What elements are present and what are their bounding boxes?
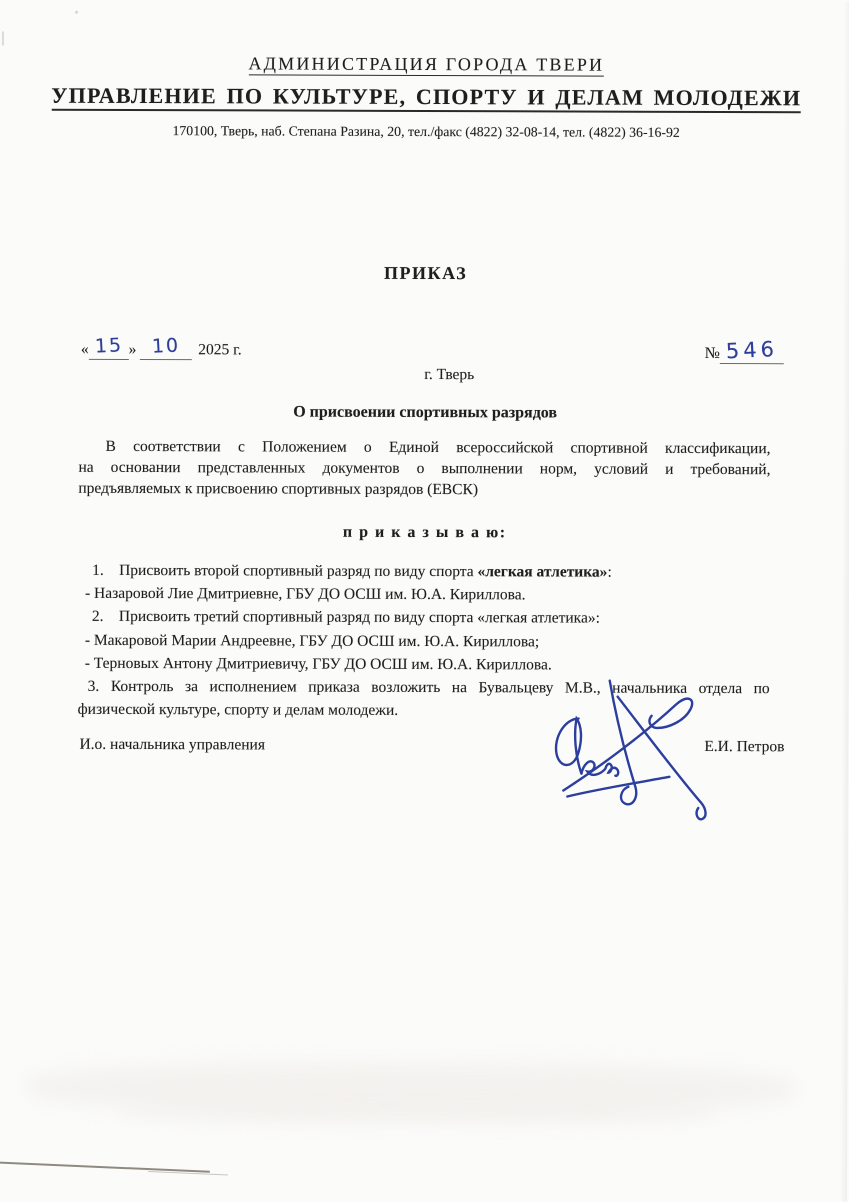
scan-artifact-diagonal-line [0,1162,210,1173]
number-blank [720,336,784,364]
signature-ink [545,674,722,827]
scan-artifact-band-2 [118,1099,718,1127]
city-line: г. Тверь [424,365,475,384]
signature-strokes [556,680,706,819]
order-item-1-person: - Назаровой Лие Дмитриевне, ГБУ ДО ОСШ им. Ю.А. Кириллова. [84,585,526,604]
order-item-1 [78,559,770,585]
preamble-line-2: на основании представленных документов о выполнении норм, условий и требований, [78,458,771,479]
date-close-quote: » [128,340,137,358]
letterhead-org-name [2,83,849,112]
preamble-paragraph [78,436,770,501]
scan-artifact-edge-tick [2,32,4,46]
date-day-handwritten: 15 [94,334,124,358]
date-year: 2025 г. [198,341,242,359]
order-item-1-number: 1. [92,561,104,579]
preamble-line-1: В соответствии с Положением о Единой всероссийской спортивной классификации, [105,437,771,458]
order-item-1-text: Присвоить второй спортивный разряд по виду спорта [119,561,478,581]
order-item-2-person-2: - Терновых Антону Дмитриевичу, ГБУ ДО ОСШ им. Ю.А. Кириллова. [84,654,552,674]
decree-word: п р и к а з ы в а ю: [342,523,507,542]
order-item-2-text: Присвоить третий спортивный разряд по виду спорта «легкая атлетика»: [118,608,600,628]
subject-line: О присвоении спортивных разрядов [293,403,558,422]
document-number [704,336,784,364]
order-item-2-number: 2. [91,608,104,626]
signoff-name: Е.И. Петров [704,737,785,756]
letterhead-address: 170100, Тверь, наб. Степана Разина, 20, тел./факс (4822) 32-08-14, тел. (4822) 36-16-92 [172,123,680,140]
order-item-3-line-1: 3. Контроль за исполнением приказа возложить на Бувальцеву М.В., начальника отдела по [87,677,770,698]
date-line [80,334,242,363]
scan-artifact-edge-shade [840,1,849,1201]
scan-artifact-diagonal-line-2 [148,1171,228,1175]
number-handwritten: 546 [725,336,779,364]
date-month-blank [140,334,192,360]
order-item-1-colon: : [607,563,612,581]
date-number-row [80,334,784,364]
preamble-line-3: предъявляемых к присвоению спортивных разрядов (ЕВСК) [78,479,479,499]
letterhead-org-name-text: УПРАВЛЕНИЕ ПО КУЛЬТУРЕ, СПОРТУ И ДЕЛАМ МОЛОДЕЖИ [51,83,801,114]
order-item-3-line-2: физической культуре, спорту и делам молодежи. [77,701,399,720]
order-item-2 [78,605,770,631]
document-title: ПРИКАЗ [384,262,468,284]
date-day-blank [89,334,129,360]
scan-artifact-speck [75,11,78,14]
letterhead-org-parent [2,53,849,77]
signoff-position: И.о. начальника управления [79,735,266,754]
order-item-1-sport-bold: «легкая атлетика» [477,563,608,581]
date-open-quote: « [80,340,89,358]
date-month-handwritten: 10 [151,334,181,358]
letterhead-org-parent-text: АДМИНИСТРАЦИЯ ГОРОДА ТВЕРИ [248,53,605,75]
order-item-2-person-1: - Макаровой Марии Андреевне, ГБУ ДО ОСШ им. Ю.А. Кириллова; [84,631,540,651]
number-sign: № [704,344,720,363]
